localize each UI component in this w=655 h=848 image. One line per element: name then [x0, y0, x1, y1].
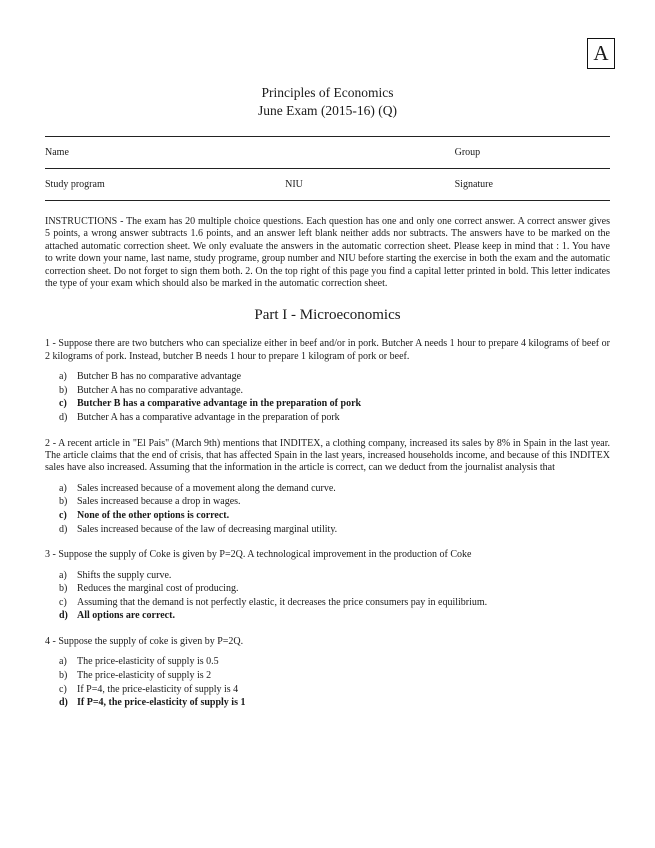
option-1a	[59, 370, 610, 384]
option-1a-label: a)	[59, 371, 67, 383]
question-3-text: 3 - Suppose the supply of Coke is given by P=2Q. A technological improvement in the production of Coke	[45, 549, 472, 561]
option-4c	[59, 683, 610, 697]
question-4-options	[45, 655, 610, 709]
option-4a	[59, 655, 610, 669]
student-info-row-2	[45, 169, 610, 201]
exam-title: Principles of Economics	[261, 85, 394, 100]
option-1d-label: d)	[59, 412, 68, 424]
student-info-table	[45, 136, 610, 201]
option-3c-label: c)	[59, 596, 67, 608]
student-info-row-1	[45, 137, 610, 169]
question-1-options	[45, 370, 610, 424]
option-4d-label: d)	[59, 697, 68, 709]
group-label: Group	[454, 147, 481, 158]
option-3c	[59, 596, 610, 610]
option-4b	[59, 669, 610, 683]
option-4a-label: a)	[59, 656, 67, 668]
name-label: Name	[45, 147, 69, 158]
option-3a-label: a)	[59, 569, 67, 581]
option-1c-text: Butcher B has a comparative advantage in the preparation of pork	[77, 398, 362, 410]
option-2a-text: Sales increased because of a movement along the demand curve.	[77, 482, 336, 494]
option-2c-label: c)	[59, 510, 67, 522]
question-4	[45, 636, 610, 710]
option-1b-text: Butcher A has no comparative advantage.	[77, 384, 244, 396]
section-title: Part I - Microeconomics	[254, 307, 401, 324]
question-3	[45, 549, 610, 623]
exam-variant-letter: A	[593, 41, 609, 65]
option-3d-label: d)	[59, 610, 68, 622]
option-4c-text: If P=4, the price-elasticity of supply is 4	[77, 683, 239, 695]
option-1b-label: b)	[59, 384, 68, 396]
option-4b-text: The price-elasticity of supply is 2	[77, 670, 212, 681]
option-2a-label: a)	[59, 482, 67, 494]
question-4-text: 4 - Suppose the supply of coke is given by P=2Q.	[45, 636, 244, 647]
option-1c	[59, 397, 610, 411]
option-1b	[59, 384, 610, 398]
option-3b	[59, 582, 610, 596]
question-2	[45, 438, 610, 537]
exam-title-block	[45, 84, 610, 120]
niu-label: NIU	[285, 179, 303, 190]
option-2d-label: d)	[59, 523, 68, 535]
instructions-paragraph: INSTRUCTIONS - The exam has 20 multiple choice questions. Each question has one and only one correct answer. A correct answer gives 5 points, a wrong answer subtracts 1.6 points, and an answer left blank neither adds nor subtracts. The answers have to be marked on the attached automatic correction sheet. We only evaluate the answers in the automatic correction sheet. Please keep in mind that : 1. You have to write down your name, last name, study programe, group number and NIU before starting the exercise in both the exam and the automatic correction sheet. Do not forget to sign them both. 2. On the top right of this page you find a capital letter printed in bold. This letter indicates the type of your exam which should also be marked in the automatic correction sheet.	[45, 216, 610, 290]
option-2c	[59, 509, 610, 523]
option-4d	[59, 696, 610, 710]
option-3a	[59, 569, 610, 583]
option-2c-text: None of the other options is correct.	[77, 510, 230, 522]
question-3-options	[45, 569, 610, 623]
option-3b-label: b)	[59, 583, 68, 595]
option-4c-label: c)	[59, 683, 67, 695]
question-2-options	[45, 482, 610, 536]
signature-label: Signature	[454, 179, 493, 190]
option-4a-text: The price-elasticity of supply is 0.5	[77, 656, 219, 668]
option-2b-text: Sales increased because a drop in wages.	[77, 496, 241, 508]
question-2-text: 2 - A recent article in "El Pais" (March 9th) mentions that INDITEX, a clothing company, increased its sales by 8% in Spain in the last year. The article claims that the end of crisis, that has affected Spain in the last years, increased households income, and because of this INDITEX sales have also increased. Assuming that the information in the article is correct, can we deduct from the journalist analysis that	[45, 437, 610, 474]
option-3d-text: All options are correct.	[77, 610, 175, 622]
exam-page	[45, 0, 610, 710]
option-1d	[59, 411, 610, 425]
option-2a	[59, 482, 610, 496]
question-1	[45, 338, 610, 424]
option-4d-text: If P=4, the price-elasticity of supply is 1	[77, 697, 246, 709]
option-1a-text: Butcher B has no comparative advantage	[77, 371, 242, 383]
option-2d-text: Sales increased because of the law of decreasing marginal utility.	[77, 523, 338, 535]
option-4b-label: b)	[59, 670, 68, 681]
question-1-text: 1 - Suppose there are two butchers who can specialize either in beef and/or in pork. Butcher A needs 1 hour to prepare 4 kilograms of beef or 2 kilograms of pork. Instead, butcher B needs 1 hour to prepare 1 kilogram of pork or beef.	[45, 338, 610, 362]
option-3c-text: Assuming that the demand is not perfectly elastic, it decreases the price consumers pay in equilibrium.	[77, 596, 488, 608]
option-2b-label: b)	[59, 496, 68, 508]
option-2b	[59, 495, 610, 509]
option-2d	[59, 523, 610, 537]
option-3b-text: Reduces the marginal cost of producing.	[77, 583, 239, 595]
option-1d-text: Butcher A has a comparative advantage in the preparation of pork	[77, 412, 340, 424]
study-program-label: Study program	[45, 179, 105, 190]
exam-subtitle: June Exam (2015-16) (Q)	[257, 103, 398, 118]
option-1c-label: c)	[59, 398, 67, 410]
option-3d	[59, 609, 610, 623]
option-3a-text: Shifts the supply curve.	[77, 569, 172, 581]
